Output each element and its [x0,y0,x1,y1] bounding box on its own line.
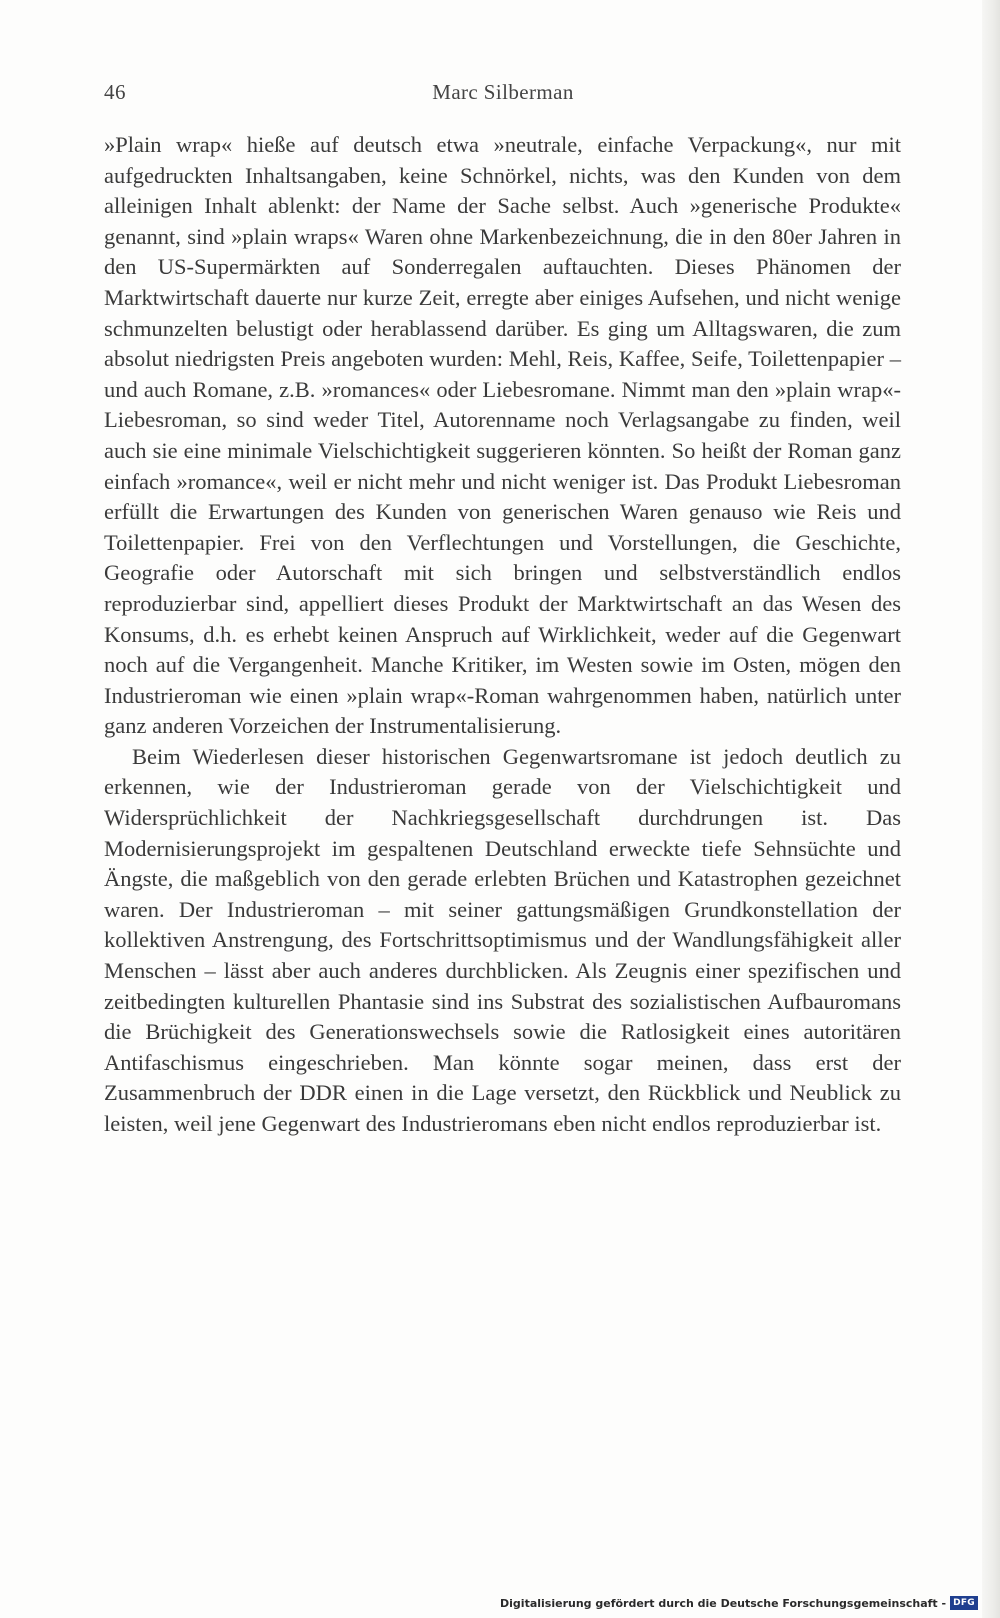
page-number: 46 [104,80,126,104]
dfg-logo-icon: DFG [950,1596,978,1610]
body-text [104,130,901,1140]
running-head-author: Marc Silberman [432,80,574,104]
page-edge-shadow [982,0,1000,1618]
paragraph-1: »Plain wrap« hieße auf deutsch etwa »neutrale, einfache Verpackung«, nur mit aufgedruckten Inhaltsangaben, keine Schnörkel, nichts, was den Kunden von dem alleinigen Inhalt ablenkt: der Name der Sache selbst. Auch »generische Produkte« genannt, sind »plain wraps« Waren ohne Markenbezeichnung, die in den 80er Jahren in den US-Supermärkten auf Sonderregalen auftauchten. Dieses Phänomen der Marktwirtschaft dauerte nur kurze Zeit, erregte aber einiges Aufsehen, und nicht wenige schmunzelten belustigt oder herablassend darüber. Es ging um Alltagswaren, die zum absolut niedrigsten Preis angeboten wurden: Mehl, Reis, Kaffee, Seife, Toilettenpapier – und auch Romane, z.B. »romances« oder Liebesromane. Nimmt man den »plain wrap«-Liebesroman, so sind weder Titel, Autorenname noch Verlagsangabe zu finden, weil auch sie eine minimale Vielschichtigkeit suggerieren könnten. So heißt der Roman ganz einfach »romance«, weil er nicht mehr und nicht weniger ist. Das Produkt Liebesroman erfüllt die Erwartungen des Kunden von generischen Waren genauso wie Reis und Toilettenpapier. Frei von den Verflechtungen und Vorstellungen, die Geschichte, Geografie oder Autorschaft mit sich bringen und selbstverständlich endlos reproduzierbar sind, appelliert dieses Produkt der Marktwirtschaft an das Wesen des Konsums, d.h. es erhebt keinen Anspruch auf Wirklichkeit, weder auf die Gegenwart noch auf die Vergangenheit. Manche Kritiker, im Westen sowie im Osten, mögen den Industrieroman wie einen »plain wrap«-Roman wahrgenommen haben, natürlich unter ganz anderen Vorzeichen der Instrumentalisierung. [104,132,901,739]
digitization-footer [500,1594,978,1612]
digitization-credit: Digitalisierung gefördert durch die Deutsche Forschungsgemeinschaft - [500,1596,947,1610]
paragraph-2: Beim Wiederlesen dieser historischen Gegenwartsromane ist jedoch deutlich zu erkennen, wie der Industrieroman gerade von der Vielschichtigkeit und Widersprüchlichkeit der Nachkriegsgesellschaft durchdrungen ist. Das Modernisierungsprojekt im gespaltenen Deutschland erweckte tiefe Sehnsüchte und Ängste, die maßgeblich von den gerade erlebten Brüchen und Katastrophen gezeichnet waren. Der Industrieroman – mit seiner gattungsmäßigen Grundkonstellation der kollektiven Anstrengung, des Fortschrittsoptimismus und der Wandlungsfähigkeit aller Menschen – lässt aber auch anderes durchblicken. Als Zeugnis einer spezifischen und zeitbedingten kulturellen Phantasie sind ins Substrat des sozialistischen Aufbauromans die Brüchigkeit des Generationswechsels sowie die Ratlosigkeit eines autoritären Antifaschismus eingeschrieben. Man könnte sogar meinen, dass erst der Zusammenbruch der DDR einen in die Lage versetzt, den Rückblick und Neublick zu leisten, weil jene Gegenwart des Industrieromans eben nicht endlos reproduzierbar ist. [104,743,901,1136]
page-header [104,80,902,110]
